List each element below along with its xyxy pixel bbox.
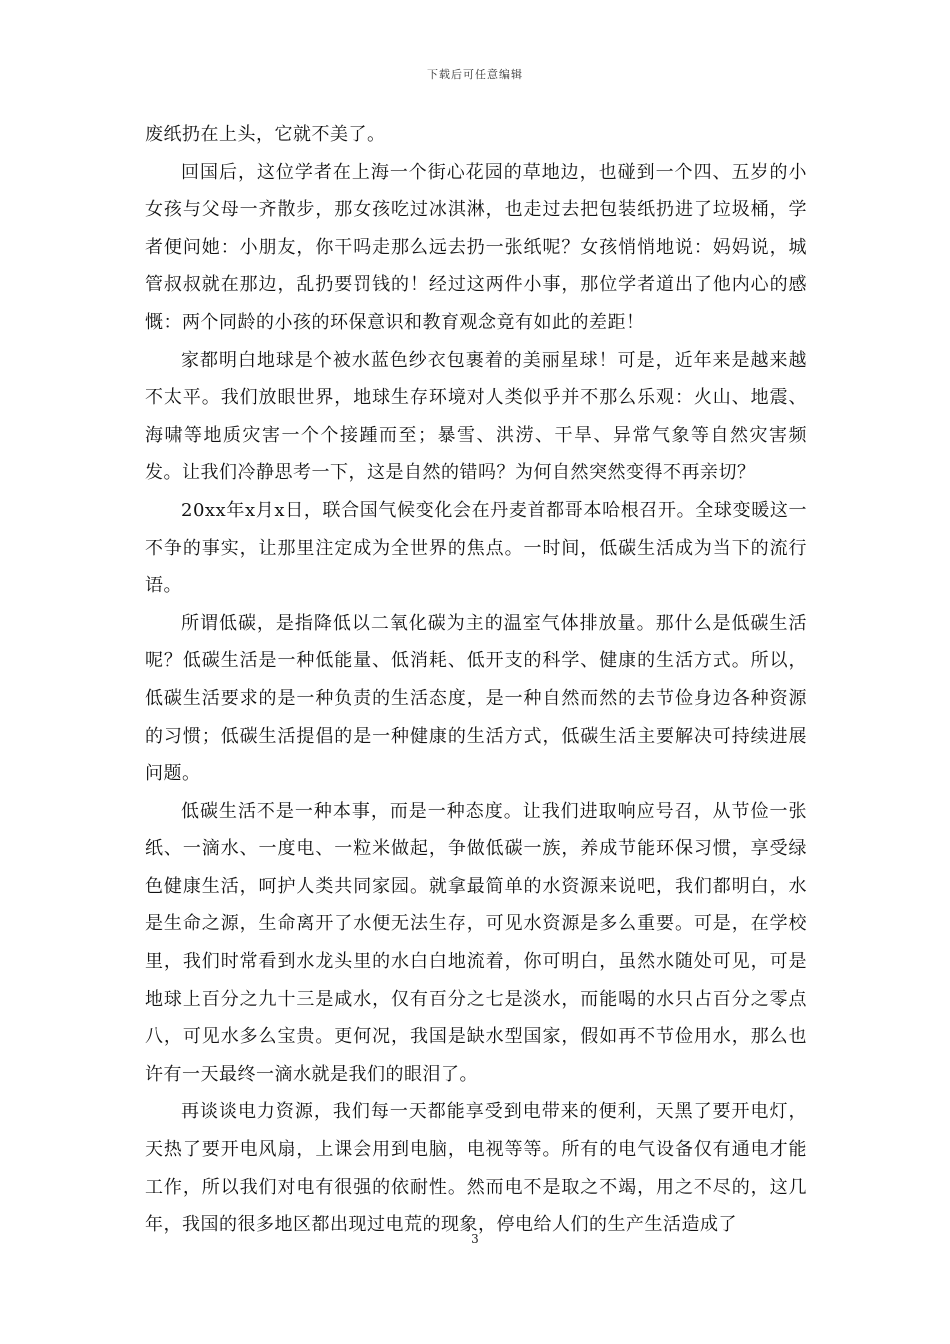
paragraph-low-carbon-definition: 所谓低碳，是指降低以二氧化碳为主的温室气体排放量。那什么是低碳生活呢？低碳生活是一种低能量、低消耗、低开支的科学、健康的生活方式。所以，低碳生活要求的是一种负责的生活态度，是一种自然而然的去节俭身边各种资源的习惯；低碳生活提倡的是一种健康的生活方式，低碳生活主要解决可持续进展问题。 [145,612,807,785]
paragraph-climate-conference: 20xx年x月x日，联合国气候变化会在丹麦首都哥本哈根召开。全球变暖这一不争的事实，让那里注定成为全世界的焦点。一时间，低碳生活成为当下的流行语。 [145,499,807,597]
document-body [145,116,807,1244]
paragraph-returning-home: 回国后，这位学者在上海一个街心花园的草地边，也碰到一个四、五岁的小女孩与父母一齐散步，那女孩吃过冰淇淋，也走过去把包装纸扔进了垃圾桶，学者便问她：小朋友，你干吗走那么远去扔一张纸呢？女孩悄悄地说：妈妈说，城管叔叔就在那边，乱扔要罚钱的！经过这两件小事，那位学者道出了他内心的感慨：两个同龄的小孩的环保意识和教育观念竟有如此的差距！ [145,161,807,333]
paragraph-water-resources: 低碳生活不是一种本事，而是一种态度。让我们进取响应号召，从节俭一张纸、一滴水、一度电、一粒米做起，争做低碳一族，养成节能环保习惯，享受绿色健康生活，呵护人类共同家园。就拿最简单的水资源来说吧，我们都明白，水是生命之源，生命离开了水便无法生存，可见水资源是多么重要。可是，在学校里，我们时常看到水龙头里的水白白地流着，你可明白，虽然水随处可见，可是地球上百分之九十三是咸水，仅有百分之七是淡水，而能喝的水只占百分之零点八，可见水多么宝贵。更何况，我国是缺水型国家，假如再不节俭用水，那么也许有一天最终一滴水就是我们的眼泪了。 [145,800,807,1085]
paragraph-electricity-resources: 再谈谈电力资源，我们每一天都能享受到电带来的便利，天黑了要开电灯，天热了要开电风扇，上课会用到电脑，电视等等。所有的电气设备仅有通电才能工作，所以我们对电有很强的依耐性。然而电不是取之不竭，用之不尽的，这几年，我国的很多地区都出现过电荒的现象，停电给人们的生产生活造成了 [145,1101,807,1236]
page-header: 下载后可任意编辑 [427,68,523,81]
page-number: 3 [471,1232,479,1246]
paragraph-continuation: 废纸扔在上头，它就不美了。 [145,124,386,145]
paragraph-earth-planet: 家都明白地球是个被水蓝色纱衣包裹着的美丽星球！可是，近年来是越来越不太平。我们放眼世界，地球生存环境对人类似乎并不那么乐观：火山、地震、海啸等地质灾害一个个接踵而至；暴雪、洪涝、干旱、异常气象等自然灾害频发。让我们冷静思考一下，这是自然的错吗？为何自然突然变得不再亲切？ [145,349,807,484]
